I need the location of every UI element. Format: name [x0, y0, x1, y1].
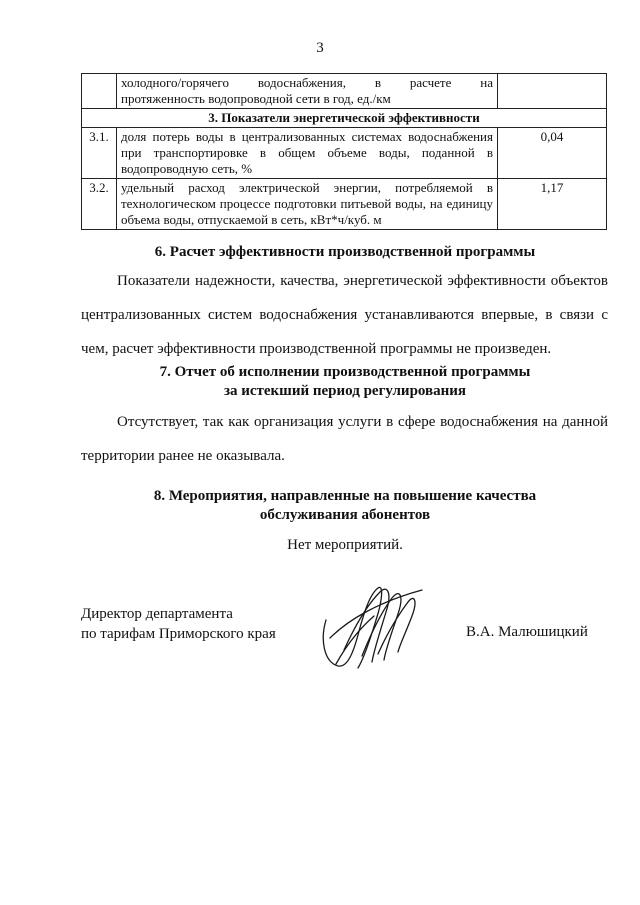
section8-title-line2: обслуживания абонентов: [259, 507, 431, 523]
section6-text: Показатели надежности, качества, энергетической эффективности объектов централизованных систем водоснабжения устанавливаются впервые, в связи с чем, расчет эффективности производственной программы не произведен.: [81, 273, 608, 357]
section7-title-line1: 7. Отчет об исполнении производственной программы: [159, 364, 531, 380]
table-row: [82, 128, 607, 179]
signatory-name: В.А. Малюшицкий: [466, 624, 588, 640]
section7-title: [0, 363, 640, 401]
section-title-energy: 3. Показатели энергетической эффективности: [82, 109, 607, 128]
row-description: удельный расход электрической энергии, потребляемой в технологическом процессе подготовки питьевой воды, на единицу объема воды, отпускаемой в сеть, кВт*ч/куб. м: [117, 179, 498, 230]
page-number: 3: [316, 40, 324, 56]
position-line2: по тарифам Приморского края: [81, 626, 276, 642]
table-section-row: [82, 109, 607, 128]
row-number: 3.1.: [82, 128, 117, 179]
table-cell-num: [82, 74, 117, 109]
section8-title-line1: 8. Мероприятия, направленные на повышение качества: [153, 488, 537, 504]
table-cell-desc: [117, 74, 498, 109]
section7-text: Отсутствует, так как организация услуги в сфере водоснабжения на данной территории ранее не оказывала.: [81, 414, 608, 464]
row-value: 1,17: [498, 179, 607, 230]
handwritten-signature: [318, 580, 428, 672]
row-description: доля потерь воды в централизованных системах водоснабжения при транспортировке в общем объеме воды, поданной в водопроводную сеть, %: [117, 128, 498, 179]
row-value: 0,04: [498, 128, 607, 179]
table-row-continued: [82, 74, 607, 109]
table-cell-value: [498, 74, 607, 109]
section8-title: [0, 487, 640, 525]
signatory-position: [81, 604, 276, 644]
position-line1: Директор департамента: [81, 606, 233, 622]
section7-title-line2: за истекший период регулирования: [223, 383, 467, 399]
section6-title: 6. Расчет эффективности производственной программы: [154, 244, 536, 260]
continued-text-line1: холодного/горячего водоснабжения, в расчете на: [121, 75, 493, 90]
indicators-table: [81, 73, 607, 230]
section8-text: Нет мероприятий.: [287, 537, 403, 553]
row-number: 3.2.: [82, 179, 117, 230]
continued-text-line2: протяженность водопроводной сети в год, ед./км: [121, 91, 391, 106]
table-row: [82, 179, 607, 230]
